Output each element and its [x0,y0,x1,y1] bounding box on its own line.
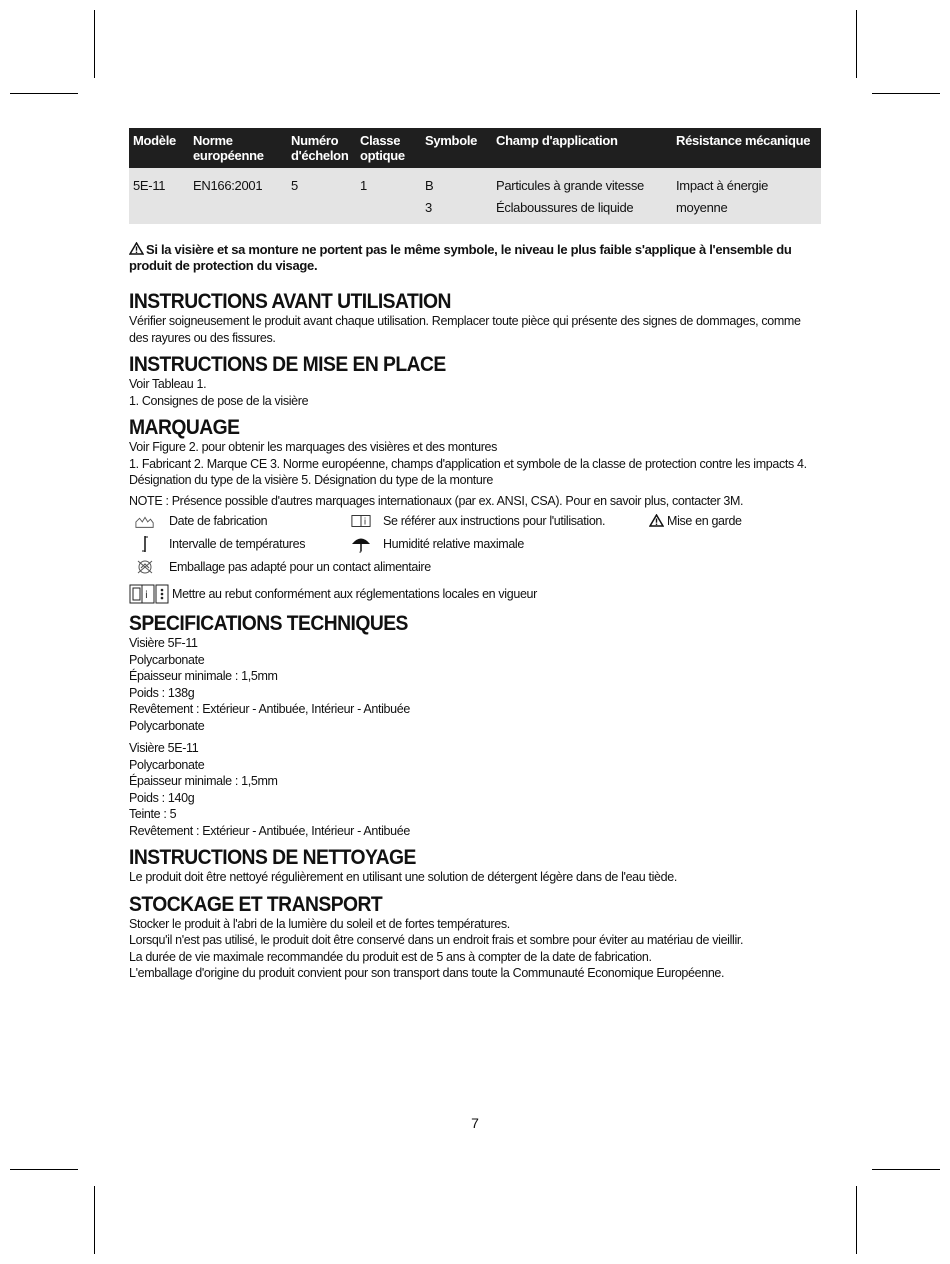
symbole-b: B [425,178,434,193]
stockage-line-1: Stocker le produit à l'abri de la lumière du soleil et de fortes températures. [129,916,510,931]
symbol-mise-en-garde-label: Mise en garde [667,513,742,528]
spec-table [129,128,821,224]
symbol-row-3 [129,555,821,578]
champ-eclaboussures: Éclaboussures de liquide [496,200,634,215]
symbol-humidite-label: Humidité relative maximale [383,536,524,551]
cell-classe: 1 [356,168,421,224]
heading-stockage: STOCKAGE ET TRANSPORT [129,892,383,916]
page-content [129,128,821,982]
header-classe: Classe optique [356,128,421,168]
svg-text:i: i [145,589,148,601]
spec-2-line-3: Épaisseur minimale : 1,5mm [129,774,278,788]
avant-text: Vérifier soigneusement le produit avant chaque utilisation. Remplacer toute pièce qui présente des signes de dommages, comme des rayures ou des fissures. [129,314,801,345]
spec-2-line-6: Revêtement : Extérieur - Antibuée, Intérieur - Antibuée [129,823,410,838]
warning-icon [649,514,664,527]
symbol-row-2 [129,532,821,555]
page-number: 7 [471,1115,479,1131]
crop-mark [872,93,940,94]
crop-mark [10,93,78,94]
symbol-instructions-label: Se référer aux instructions pour l'utilisation. [383,513,606,528]
not-food-safe-icon [135,559,155,575]
instructions-book-icon [351,513,371,529]
spec-1-line-6: Polycarbonate [129,718,205,733]
cell-symbole [421,168,492,224]
heading-avant-utilisation: INSTRUCTIONS AVANT UTILISATION [129,290,451,313]
header-symbole: Symbole [421,128,492,168]
spec-1-line-1: Visière 5F-11 [129,636,198,650]
stockage-line-2: Lorsqu'il n'est pas utilisé, le produit doit être conservé dans un endroit frais et sombre pour éviter au matériau de vieillir. [129,933,744,947]
spec-1-line-3: Épaisseur minimale : 1,5mm [129,669,278,683]
heading-marquage: MARQUAGE [129,416,240,439]
spec-2-line-1: Visière 5E-11 [129,741,199,755]
warning-text: Si la visière et sa monture ne portent pas le même symbole, le niveau le plus faible s'applique à l'ensemble du produit de protection du visage. [129,242,792,273]
cell-numero: 5 [287,168,356,224]
disposal-icon [129,584,169,604]
cell-champ [492,168,672,224]
symbol-row-4 [129,582,821,605]
cell-resistance: Impact à énergie moyenne [672,168,821,224]
crop-mark [94,1186,95,1254]
spec-2-line-5: Teinte : 5 [129,807,177,821]
crop-mark [94,10,95,78]
crop-mark [10,1169,78,1170]
svg-text:i: i [363,517,366,528]
symbol-date-label: Date de fabrication [169,513,268,528]
spec-1-line-2: Polycarbonate [129,652,205,667]
stockage-line-3: La durée de vie maximale recommandée du produit est de 5 ans à compter de la date de fabrication. [129,949,652,964]
stockage-line-4: L'emballage d'origine du produit convient pour son transport dans toute la Communauté Economique Européenne. [129,966,725,980]
crop-mark [856,1186,857,1254]
spec-1-line-5: Revêtement : Extérieur - Antibuée, Intérieur - Antibuée [129,702,410,716]
header-modele: Modèle [129,128,189,168]
symbole-3: 3 [425,200,432,215]
heading-mise-en-place: INSTRUCTIONS DE MISE EN PLACE [129,353,446,376]
cell-norme: EN166:2001 [189,168,287,224]
heading-specifications: SPECIFICATIONS TECHNIQUES [129,612,408,635]
spec-2-line-2: Polycarbonate [129,757,205,772]
table-header-row [129,128,821,168]
date-of-manufacture-icon [135,513,155,529]
mise-line-1: Voir Tableau 1. [129,377,207,391]
symbol-rebut-label: Mettre au rebut conformément aux réglementations locales en vigueur [172,586,537,601]
header-norme: Norme européenne [189,128,287,168]
table-row [129,168,821,224]
umbrella-icon [351,536,371,552]
marquage-line-2: 1. Fabricant 2. Marque CE 3. Norme européenne, champs d'application et symbole de la classe de protection contre les impacts 4. Désignation du type de la visière 5. Désignation du type de la monture [129,456,807,487]
warning-icon [129,242,144,255]
symbol-temperature-label: Intervalle de températures [169,536,306,551]
symbol-row-1 [129,509,821,532]
header-champ: Champ d'application [492,128,672,168]
header-numero: Numéro d'échelon [287,128,356,168]
crop-mark [856,10,857,78]
marquage-line-1: Voir Figure 2. pour obtenir les marquages des visières et des montures [129,440,498,454]
marquage-note: NOTE : Présence possible d'autres marquages internationaux (par ex. ANSI, CSA). Pour en savoir plus, contacter 3M. [129,493,744,508]
mise-line-2: 1. Consignes de pose de la visière [129,393,309,408]
header-resistance: Résistance mécanique [672,128,821,168]
cell-modele: 5E-11 [129,168,189,224]
warning-note [129,242,821,274]
nettoyage-text: Le produit doit être nettoyé régulièrement en utilisant une solution de détergent légère dans de l'eau tiède. [129,870,677,884]
temperature-range-icon [135,536,155,552]
heading-nettoyage: INSTRUCTIONS DE NETTOYAGE [129,846,416,869]
crop-mark [872,1169,940,1170]
spec-2-line-4: Poids : 140g [129,790,195,805]
spec-1-line-4: Poids : 138g [129,685,195,700]
symbol-emballage-label: Emballage pas adapté pour un contact alimentaire [169,559,431,574]
champ-particules: Particules à grande vitesse [496,178,644,193]
